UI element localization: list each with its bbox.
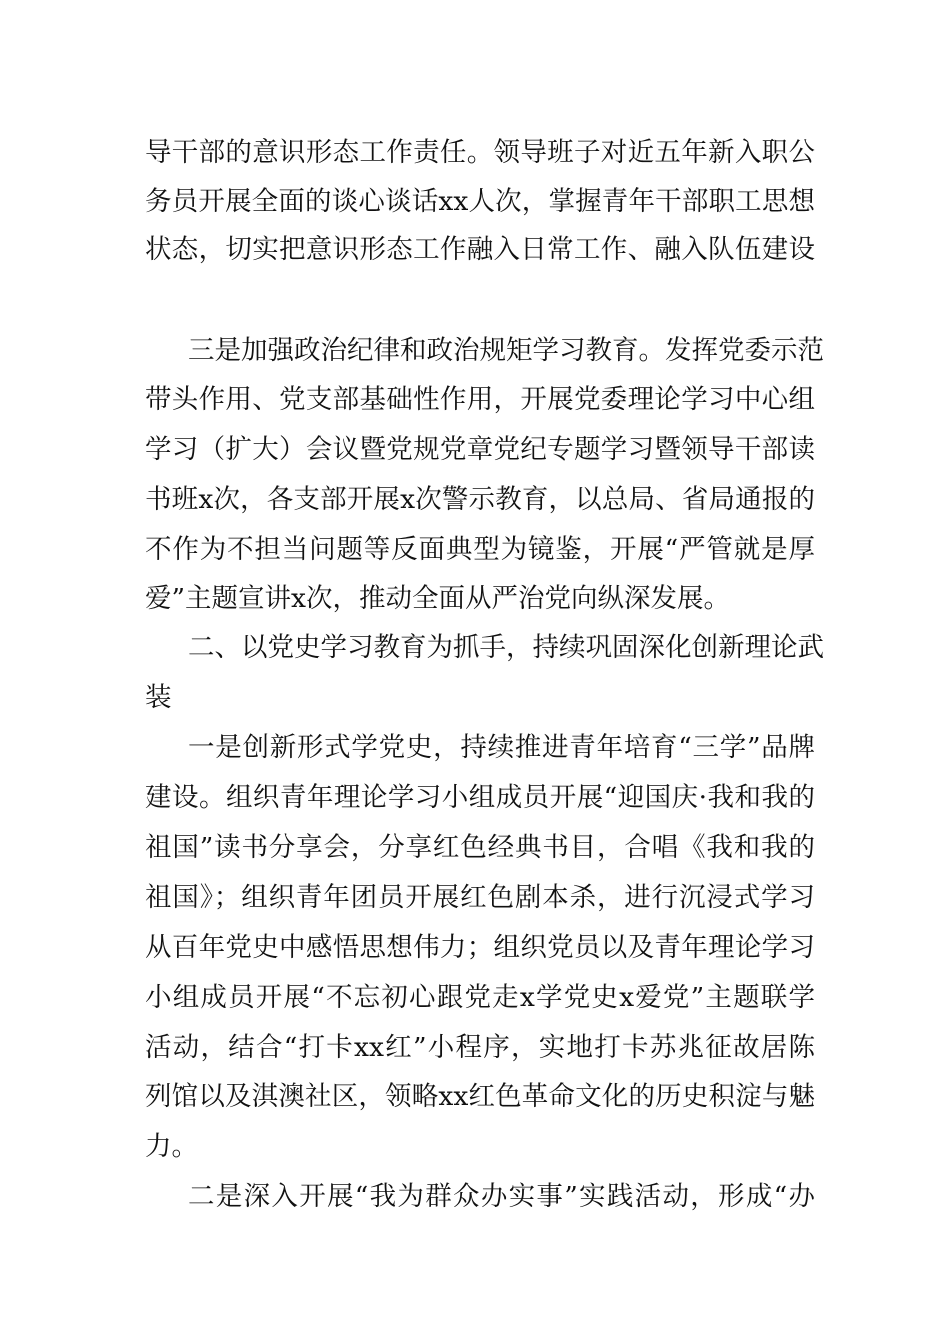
- text-line: 三是加强政治纪律和政治规矩学习教育。发挥党委示范: [188, 335, 824, 366]
- text-line: 从百年党史中感悟思想伟力；组织党员以及青年理论学习: [145, 932, 815, 963]
- text-line: 导干部的意识形态工作责任。领导班子对近五年新入职公: [145, 137, 815, 168]
- text-line: 一是创新形式学党史，持续推进青年培育“三学”品牌: [188, 732, 815, 763]
- text-line: 不作为不担当问题等反面典型为镜鉴，开展“严管就是厚: [145, 534, 815, 565]
- text-line: 二是深入开展“我为群众办实事”实践活动，形成“办: [188, 1181, 815, 1212]
- text-line: 小组成员开展“不忘初心跟党走x学党史x爱党”主题联学: [145, 982, 815, 1013]
- text-line: 祖国”读书分享会，分享红色经典书目，合唱《我和我的: [145, 832, 815, 863]
- text-line: 务员开展全面的谈心谈话xx人次，掌握青年干部职工思想: [145, 186, 815, 217]
- section-heading-line: 二、以党史学习教育为抓手，持续巩固深化创新理论武: [188, 632, 824, 663]
- text-line: 建设。组织青年理论学习小组成员开展“迎国庆·我和我的: [145, 782, 815, 813]
- text-line: 书班x次，各支部开展x次警示教育，以总局、省局通报的: [145, 484, 815, 515]
- text-line: 列馆以及淇澳社区，领略xx红色革命文化的历史积淀与魅: [145, 1081, 815, 1112]
- text-line: 学习（扩大）会议暨党规党章党纪专题学习暨领导干部读: [145, 434, 815, 465]
- section-heading-line: 装: [145, 682, 172, 713]
- text-line: 活动，结合“打卡xx红”小程序，实地打卡苏兆征故居陈: [145, 1032, 815, 1063]
- text-line: 状态，切实把意识形态工作融入日常工作、融入队伍建设: [145, 234, 815, 265]
- text-line: 祖国》；组织青年团员开展红色剧本杀，进行沉浸式学习: [145, 882, 815, 913]
- text-line: 带头作用、党支部基础性作用，开展党委理论学习中心组: [145, 384, 815, 415]
- text-line: 力。: [145, 1131, 198, 1162]
- text-line: 爱”主题宣讲x次，推动全面从严治党向纵深发展。: [145, 583, 730, 614]
